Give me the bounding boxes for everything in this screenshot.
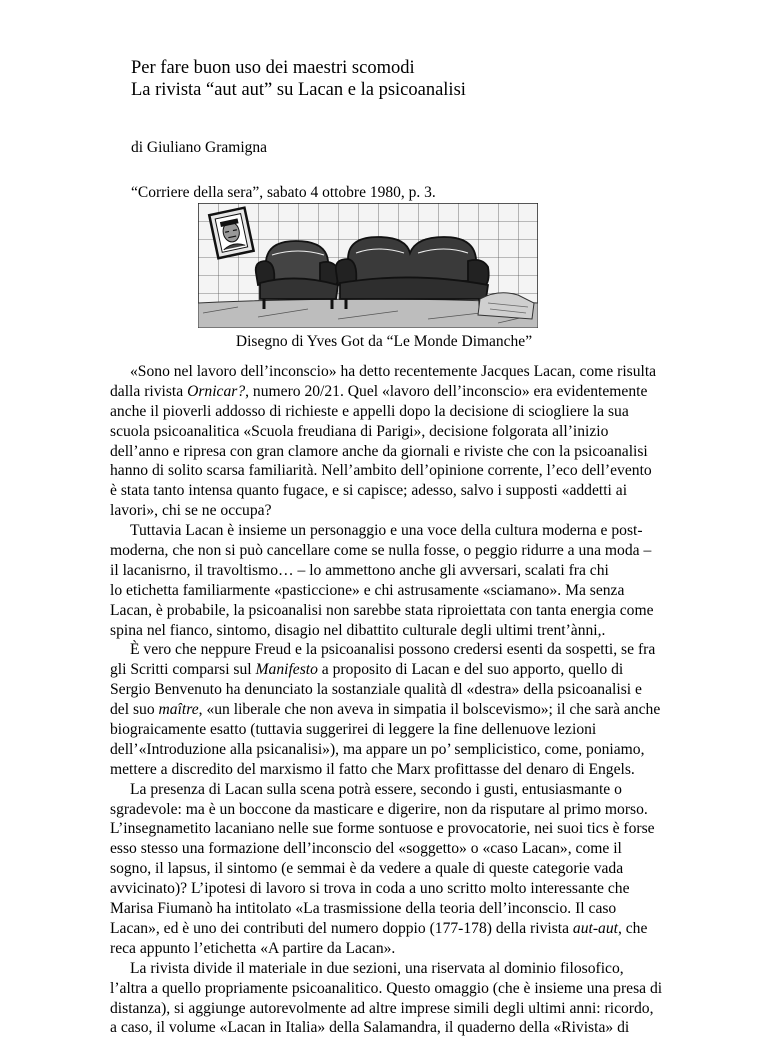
body-line <box>110 740 670 760</box>
body-text-span: dell’«Introduzione alla psicanalisi»), ma appare un po’ semplicistico, come, poniamo, <box>110 740 645 758</box>
body-text-span: Sergio Benvenuto ha denunciato la sostanziale qualità dl «destra» della psicoanalisi e <box>110 681 642 699</box>
body-text-span: gli Scritti comparsi sul <box>110 661 256 679</box>
figure-caption: Disegno di Yves Got da “Le Monde Dimanche” <box>235 333 533 350</box>
body-line <box>110 541 670 561</box>
body-line <box>110 839 670 859</box>
body-text-span: avvicinato)? L’ipotesi di lavoro si trova in coda a uno scritto molto interessante che <box>110 880 630 898</box>
body-line <box>110 362 670 382</box>
body-text-span: hanno di solito scarsa familiarità. Nell’ambito dell’opinione corrente, l’eco dell’evento <box>110 462 652 480</box>
body-text-span: spina nel fianco, sintomo, disagio nel dibattito culturale degli ultimi trent’ànni,. <box>110 621 606 639</box>
body-text-span: Lacan, è probabile, la psicoanalisi non sarebbe stata riproiettata con tanta energia come <box>110 601 654 619</box>
body-text-span: «Sono nel lavoro dell’inconscio» ha detto recentemente Jacques Lacan, come risulta <box>130 363 657 380</box>
body-text-span: anche il pioverli addosso di richieste e appelli dopo la decisione di sciogliere la sua <box>110 402 629 420</box>
body-line <box>110 999 670 1019</box>
body-line <box>110 521 670 541</box>
body-line <box>110 979 670 999</box>
italic-text: Ornicar? <box>187 382 246 400</box>
body-line <box>110 939 670 959</box>
body-line <box>110 919 670 939</box>
body-line <box>110 800 670 820</box>
body-line <box>110 561 670 581</box>
body-text-span: sogno, il lapsus, il sintomo (e semmai è da vedere a quale di queste categorie vada <box>110 860 624 878</box>
body-text-span: è stata tanto intensa quanto fugace, e si capisce; adesso, salvo i supposti «addetti ai <box>110 482 628 500</box>
body-text-span: lavori», chi se ne occupa? <box>110 502 272 520</box>
body-text-span: , «un liberale che non aveva in simpatia il bolscevismo»; il che sarà anche <box>198 701 661 719</box>
body-text-span: , numero 20/21. Quel «lavoro dell’inconscio» era evidentemente <box>245 382 648 400</box>
author-byline: di Giuliano Gramigna <box>131 139 268 156</box>
body-line <box>110 780 670 800</box>
body-line <box>110 859 670 879</box>
body-text-span: distanza), si aggiunge autorevolmente ad altre imprese simili degli ultimi anni: ricordo, <box>110 999 654 1017</box>
italic-text: aut-aut <box>572 919 618 937</box>
body-line <box>110 621 670 641</box>
body-line <box>110 442 670 462</box>
italic-text: maître <box>158 701 199 719</box>
body-line <box>110 680 670 700</box>
body-text-span: biograicamente esatto (tuttavia suggerirei di leggere la fine dellenuove lezioni <box>110 721 597 739</box>
body-text-span: dalla rivista <box>110 382 188 400</box>
article-body <box>110 362 670 1038</box>
body-text-span: lo etichetta familiarmente «pasticcione» e chi astrusamente «sciamano». Ma senza <box>110 581 625 599</box>
body-line <box>110 601 670 621</box>
publication-source: “Corriere della sera”, sabato 4 ottobre 1980, p. 3. <box>131 184 436 201</box>
body-line <box>110 461 670 481</box>
body-line <box>110 700 670 720</box>
sofa-drawing-icon <box>198 203 538 328</box>
italic-text: Manifesto <box>255 661 318 679</box>
body-text-span: dell’anno e ripresa con gran clamore anche da giornali e riviste che con la psicoanalisi <box>110 442 648 460</box>
body-text-span: Lacan», ed è uno dei contributi del numero doppio (177-178) della rivista <box>110 919 573 937</box>
body-text-span: del suo <box>110 701 159 719</box>
body-line <box>110 640 670 660</box>
body-text-span: La presenza di Lacan sulla scena potrà essere, secondo i gusti, entusiasmante o <box>130 780 622 798</box>
body-line <box>110 899 670 919</box>
body-line <box>110 422 670 442</box>
body-text-span: esso stesso una formazione dell’inconscio del «soggetto» o «caso Lacan», come il <box>110 840 622 858</box>
body-line <box>110 720 670 740</box>
body-text-span: a proposito di Lacan e del suo apporto, quello di <box>317 661 624 679</box>
body-text-span: , che <box>617 919 648 937</box>
body-line <box>110 581 670 601</box>
body-text-span: l’altra a quello propriamente psicoanalitico. Questo omaggio (che è insieme una presa di <box>110 979 663 997</box>
body-line <box>110 402 670 422</box>
body-line <box>110 959 670 979</box>
body-text-span: a caso, il volume «Lacan in Italia» della Salamandra, il quaderno della «Rivista» di <box>110 1019 630 1037</box>
body-text-span: scuola psicoanalitica «Scuola freudiana di Parigi», decisione folgorata all’inizio <box>110 422 609 440</box>
body-text-span: sgradevole: ma è un boccone da masticare e digerire, non da risputare al primo morso. <box>110 800 648 818</box>
body-line <box>110 481 670 501</box>
body-line <box>110 660 670 680</box>
body-line <box>110 1018 670 1038</box>
body-text-span: L’insegnametito lacaniano nelle sue forme sontuose e provocatorie, nei suoi tics è forse <box>110 820 655 838</box>
body-text-span: La rivista divide il materiale in due sezioni, una riservata al dominio filosofico, <box>130 959 624 977</box>
body-text-span: Marisa Fiumanò ha intitolato «La trasmissione della teoria dell’inconscio. Il caso <box>110 900 617 918</box>
body-line <box>110 879 670 899</box>
body-line <box>110 501 670 521</box>
body-line <box>110 819 670 839</box>
title-line-1: Per fare buon uso dei maestri scomodi <box>131 58 415 78</box>
body-text-span: il lacanisrno, il travoltismo… – lo ammettono anche gli avversari, scalati fra chi <box>110 561 609 579</box>
article-title <box>131 57 466 101</box>
body-text-span: mettere a discredito del marxismo il fatto che Marx profittasse del denaro di Engels. <box>110 760 635 778</box>
body-text-span: reca appunto l’etichetta «A partire da Lacan». <box>110 939 396 957</box>
title-line-2: La rivista “aut aut” su Lacan e la psicoanalisi <box>131 80 466 100</box>
body-text-span: moderna, che non si può cancellare come se nulla fosse, o peggio ridurre a una moda – <box>110 542 652 560</box>
body-text-span: È vero che neppure Freud e la psicoanalisi possono credersi esenti da sospetti, se fra <box>130 641 656 659</box>
body-line <box>110 382 670 402</box>
body-text-span: Tuttavia Lacan è insieme un personaggio e una voce della cultura moderna e post- <box>130 522 643 540</box>
body-line <box>110 760 670 780</box>
